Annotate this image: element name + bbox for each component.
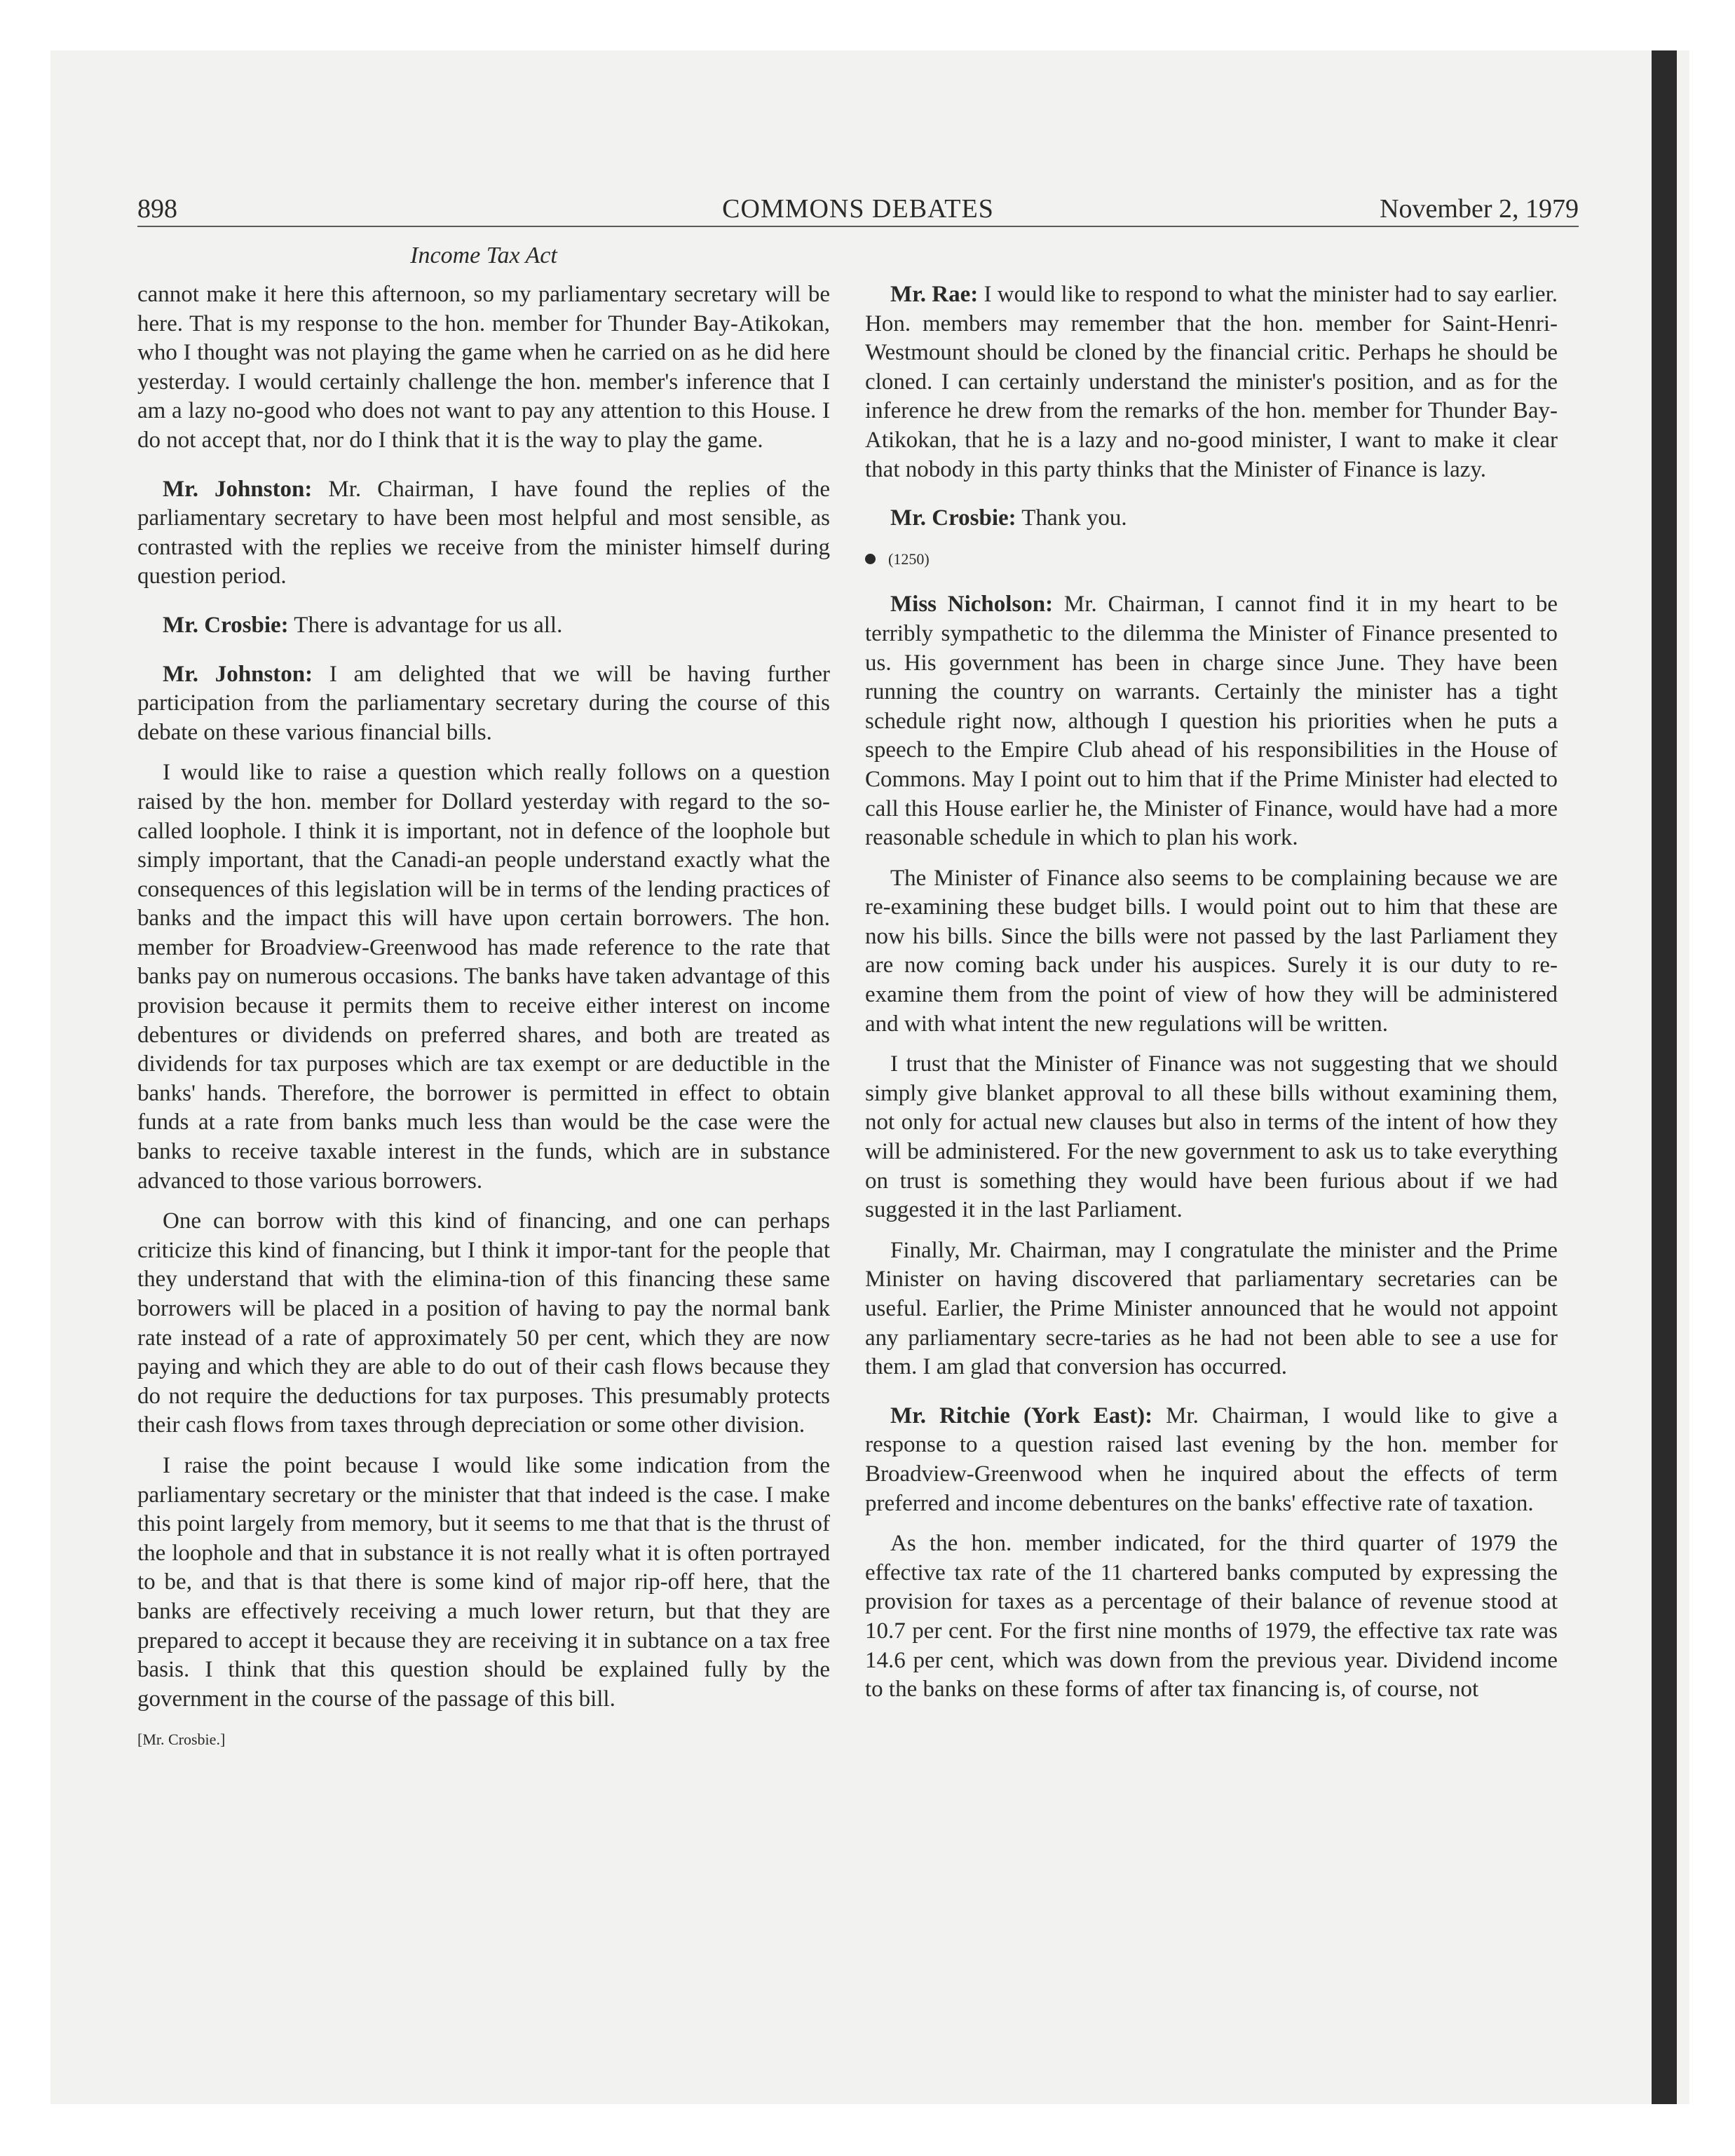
speaker-name: Mr. Rae: (890, 282, 979, 307)
speech-paragraph (137, 660, 830, 748)
speech-paragraph (137, 475, 830, 592)
speaker-name: Mr. Crosbie: (890, 505, 1016, 531)
speaker-name: Mr. Ritchie (York East): (890, 1403, 1153, 1428)
speaker-name: Mr. Johnston: (163, 476, 313, 502)
page-header (137, 191, 1579, 227)
bullet-icon (865, 554, 876, 564)
speech-paragraph (865, 590, 1558, 852)
paragraph: One can borrow with this kind of financing, and one can perhaps criticize this kind of financing, but I think it impor-tant for the people that they understand that with the elimina-tion of this financing these same borrowers will be placed in a position of having to pay the normal bank rate instead of a rate of approximately 50 per cent, which they are now paying and which they are able to do out of their cash flows because they do not require the deductions for tax purposes. This presumably protects their cash flows from taxes through depreciation or some other division. (137, 1208, 830, 1438)
speaker-name: Mr. Crosbie: (163, 612, 289, 638)
paragraph: I raise the point because I would like some indication from the parliamentary secretary or the minister that that indeed is the case. I make this point largely from memory, but it seems to me that that is the thrust of the loophole and that in substance it is not really what it is often portrayed to be, and that is that there is some kind of major rip-off here, that the banks are effectively receiving a much lower return, but that they are prepared to accept it because they are receiving it in subtance on a tax free basis. I think that this question should be explained fully by the government in the course of the passage of this bill. (137, 1452, 830, 1712)
speech-paragraph (137, 611, 830, 641)
speech-text: Thank you. (1016, 505, 1127, 531)
time-marker-text: (1250) (888, 550, 930, 568)
speech-text: There is advantage for us all. (288, 612, 563, 638)
speech-text: Mr. Chairman, I cannot find it in my heart to be terribly sympathetic to the dilemma the Minister of Finance presented to us. His government has been in charge since June. They have been running the country on warrants. Certainly the minister has a tight schedule right now, although I question his priorities when he puts a speech to the Empire Club ahead of his responsibilities in the House of Commons. May I point out to him that if the Prime Minister had elected to call this House earlier he, the Minister of Finance, would have had a more reasonable schedule in which to plan his work. (865, 592, 1558, 851)
page-number: 898 (137, 194, 177, 224)
paragraph: Finally, Mr. Chairman, may I congratulate the minister and the Prime Minister on having discovered that parliamentary secretaries can be useful. Earlier, the Prime Minister announced that he would not appoint any parliamentary secre-taries as he had not been able to see a use for them. I am glad that conversion has occurred. (865, 1237, 1558, 1380)
speech-paragraph (865, 280, 1558, 484)
speaker-name: Mr. Johnston: (163, 661, 313, 687)
speech-text: I am delighted that we will be having further participation from the parliamentary secretary during the course of this debate on these various financial bills. (137, 661, 830, 745)
publication-title: COMMONS DEBATES (722, 194, 994, 224)
running-head: Income Tax Act (410, 243, 557, 268)
paragraph: The Minister of Finance also seems to be complaining because we are re-examining these budget bills. I would point out to him that these are now his bills. Since the bills were not passed by the last Parliament they are now coming back under his auspices. Surely it is our duty to re-examine them from the point of view of how they will be administered and with what intent the new regulations will be written. (865, 865, 1558, 1037)
speaker-footnote: [Mr. Crosbie.] (137, 1731, 226, 1749)
speech-text: I would like to respond to what the minister had to say earlier. Hon. members may remember that the hon. member for Saint-Henri-Westmount should be cloned by the financial critic. Perhaps he should be cloned. I can certainly understand the minister's position, and as for the inference he drew from the remarks of the hon. member for Thunder Bay-Atikokan, that he is a lazy and no-good minister, I want to make it clear that nobody in this party thinks that the Minister of Finance is lazy. (865, 282, 1558, 482)
time-marker (865, 545, 1558, 574)
left-column (137, 280, 830, 1766)
speech-paragraph (865, 1402, 1558, 1518)
paragraph: I trust that the Minister of Finance was not suggesting that we should simply give blanket approval to all these bills without examining them, not only for actual new clauses but also in terms of the intent of how they will be administered. For the new government to ask us to take everything on trust is something they would have been furious about if we had suggested it in the last Parliament. (865, 1051, 1558, 1223)
scan-edge-bar (1652, 50, 1677, 2104)
speaker-name: Miss Nicholson: (890, 592, 1054, 618)
right-column (865, 280, 1558, 1716)
paragraph: As the hon. member indicated, for the third quarter of 1979 the effective tax rate of the 11 chartered banks computed by expressing the provision for taxes as a percentage of their balance of revenue stood at 10.7 per cent. For the first nine months of 1979, the effective tax rate was 14.6 per cent, which was down from the previous year. Dividend income to the banks on these forms of after tax financing is, of course, not (865, 1531, 1558, 1703)
paragraph: cannot make it here this afternoon, so my parliamentary secretary will be here. That is my response to the hon. member for Thunder Bay-Atikokan, who I thought was not playing the game when he carried on as he did here yesterday. I would certainly challenge the hon. member's inference that I am a lazy no-good who does not want to pay any attention to this House. I do not accept that, nor do I think that it is the way to play the game. (137, 282, 830, 453)
speech-text: Mr. Chairman, I would like to give a response to a question raised last evening by the hon. member for Broadview-Greenwood when he inquired about the effects of term preferred and income debentures on the banks' effective rate of taxation. (865, 1403, 1558, 1516)
paragraph: I would like to raise a question which really follows on a question raised by the hon. member for Dollard yesterday with regard to the so-called loophole. I think it is important, not in defence of the loophole but simply important, that the Canadi-an people understand exactly what the consequences of this legislation will be in terms of the lending practices of banks and the impact this will have upon certain borrowers. The hon. member for Broadview-Greenwood has made reference to the rate that banks pay on numerous occasions. The banks have taken advantage of this provision because it permits them to receive either interest on income debentures or dividends on preferred shares, and both are treated as dividends for tax purposes which are tax exempt or are deductible in the banks' hands. Therefore, the borrower is permitted in effect to obtain funds at a rate from banks much less than would be the case were the banks to receive taxable interest in the funds, which are in substance advanced to those various borrowers. (137, 760, 830, 1194)
speech-paragraph (865, 504, 1558, 533)
speech-text: Mr. Chairman, I have found the replies of the parliamentary secretary to have been most helpful and most sensible, as contrasted with the replies we receive from the minister himself during question period. (137, 476, 830, 589)
publication-date: November 2, 1979 (1380, 194, 1579, 224)
